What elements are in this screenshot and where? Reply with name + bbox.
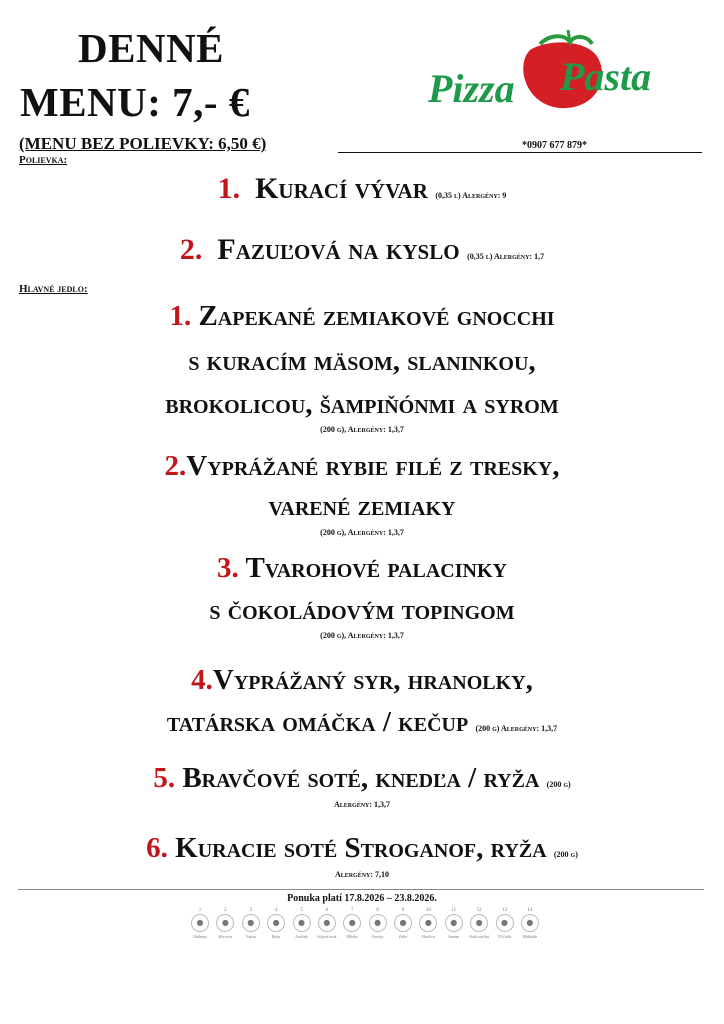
menu-subtitle: (MENU BEZ POLIEVKY: 6,50 €)	[19, 134, 267, 153]
allergen-icon: ●	[521, 914, 539, 932]
main-note: Alergény: 1,3,7	[333, 800, 391, 809]
logo-text-pasta: Pasta	[560, 54, 652, 99]
main-item-line	[0, 450, 724, 483]
allergen-icon: ●	[191, 914, 209, 932]
main-number: 3.	[217, 552, 239, 584]
allergen-icon: ●	[293, 914, 311, 932]
allergen-label: Arašidy	[295, 934, 308, 939]
main-name-line: brokolicou, šampiňónmi a syrom	[165, 388, 559, 420]
allergen-number: 1	[198, 908, 202, 913]
allergen-item	[342, 908, 362, 944]
allergen-item	[266, 908, 286, 944]
main-name-line: s kuracím mäsom, slaninkou,	[188, 345, 536, 377]
allergen-icon: ●	[216, 914, 234, 932]
allergen-icon: ●	[318, 914, 336, 932]
allergen-item	[469, 908, 489, 944]
allergen-item	[241, 908, 261, 944]
main-name-line: Kuracie soté Stroganof, ryža	[175, 832, 547, 864]
pizza-pasta-logo	[420, 30, 700, 120]
soup-note: (0,35 l) Alergény: 1,7	[467, 252, 545, 261]
menu-title-line1: DENNÉ	[78, 25, 225, 71]
allergen-item	[292, 908, 312, 944]
main-name-line: tatárska omáčka / kečup	[166, 706, 469, 738]
phone-number: *0907 677 879*	[522, 140, 587, 151]
main-name-line: Vyprážaný syr, hranolky,	[212, 664, 533, 696]
main-note: (200 g)	[553, 850, 578, 859]
logo-text-pizza: Pizza	[428, 66, 515, 111]
allergen-icon: ●	[369, 914, 387, 932]
allergen-number: 9	[401, 908, 405, 913]
main-number: 6.	[146, 832, 168, 864]
main-item-line	[0, 832, 724, 865]
soup-number: 2.	[179, 233, 203, 266]
allergen-number: 3	[249, 908, 252, 913]
allergen-icon: ●	[470, 914, 488, 932]
allergen-label: Vlčí bôb	[497, 934, 512, 939]
allergen-label: Sezam	[448, 934, 460, 939]
main-note: (200 g), Alergény: 1,3,7	[320, 631, 404, 640]
menu-title-line2: MENU: 7,- €	[20, 79, 250, 125]
allergen-icon: ●	[267, 914, 285, 932]
header-divider	[338, 152, 702, 153]
main-number: 5.	[153, 762, 176, 794]
allergen-item	[495, 908, 515, 944]
main-name-line: Vyprážané rybie filé z tresky,	[186, 450, 560, 482]
allergen-item	[444, 908, 464, 944]
main-number: 2.	[164, 450, 187, 482]
allergen-number: 2	[224, 908, 227, 913]
allergen-label: Kôrovce	[218, 934, 233, 939]
allergen-item	[190, 908, 210, 944]
validity-text: Ponuka platí 17.8.2026 – 23.8.2026.	[287, 893, 437, 904]
main-name-line: s čokoládovým topingom	[209, 594, 515, 626]
allergen-number: 6	[325, 908, 329, 913]
allergen-label: Zeler	[398, 934, 408, 939]
allergen-label: Mlieko	[346, 934, 359, 939]
allergen-label: Oxid siričitý	[469, 934, 490, 939]
allergen-icon: ●	[496, 914, 514, 932]
allergen-number: 12	[476, 908, 482, 913]
allergen-label: Mäkkýše	[522, 934, 538, 939]
main-name-line: varené zemiaky	[268, 490, 456, 522]
soup-name: Fazuľová na kyslo	[217, 233, 460, 266]
allergen-icon: ●	[419, 914, 437, 932]
allergen-item	[368, 908, 388, 944]
allergen-item	[418, 908, 438, 944]
main-note: (200 g), Alergény: 1,3,7	[320, 528, 404, 537]
main-item-line	[0, 762, 724, 795]
allergen-label: Obilniny	[192, 934, 208, 939]
main-note: (200 g), Alergény: 1,3,7	[320, 425, 404, 434]
allergen-item	[520, 908, 540, 944]
soup-name: Kurací vývar	[255, 172, 428, 205]
allergen-item	[317, 908, 337, 944]
allergen-number: 5	[300, 908, 303, 913]
main-item-line	[0, 300, 724, 333]
soup-note: (0,35 l) Alergény: 9	[435, 191, 507, 200]
main-note: (200 g)	[546, 780, 571, 789]
allergen-label: Sójové zrná	[317, 934, 337, 939]
allergen-number: 10	[425, 908, 431, 913]
allergen-label: Orechy	[371, 934, 384, 939]
soup-item	[0, 172, 724, 206]
soup-number: 1.	[217, 172, 241, 205]
allergen-label: Vajcia	[245, 934, 256, 939]
allergen-label: Ryby	[271, 934, 281, 939]
allergen-icon: ●	[242, 914, 260, 932]
footer-divider	[18, 889, 704, 890]
allergen-icon: ●	[394, 914, 412, 932]
allergen-legend	[190, 908, 540, 944]
main-item-line	[0, 552, 724, 585]
main-item-line	[0, 706, 724, 739]
main-name-line: Tvarohové palacinky	[245, 552, 507, 584]
allergen-number: 13	[502, 908, 507, 913]
allergen-item	[215, 908, 235, 944]
allergen-item	[393, 908, 413, 944]
soup-item	[0, 233, 724, 267]
allergen-number: 4	[274, 908, 278, 913]
allergen-icon: ●	[343, 914, 361, 932]
allergen-number: 11	[451, 908, 457, 913]
soup-heading: Polievka:	[19, 154, 68, 166]
allergen-number: 14	[527, 908, 533, 913]
allergen-number: 8	[376, 908, 379, 913]
main-number: 1.	[169, 300, 192, 332]
main-note: Alergény: 7,10	[334, 870, 390, 879]
allergen-number: 7	[351, 908, 354, 913]
main-number: 4.	[191, 664, 213, 696]
allergen-icon: ●	[445, 914, 463, 932]
main-name-line: Zapekané zemiakové gnocchi	[198, 300, 555, 332]
allergen-label: Horčica	[422, 934, 435, 939]
main-note: (200 g) Alergény: 1,3,7	[475, 724, 558, 733]
main-item-line	[0, 664, 724, 697]
main-name-line: Bravčové soté, knedľa / ryža	[182, 762, 540, 794]
main-heading: Hlavné jedlo:	[19, 283, 88, 295]
